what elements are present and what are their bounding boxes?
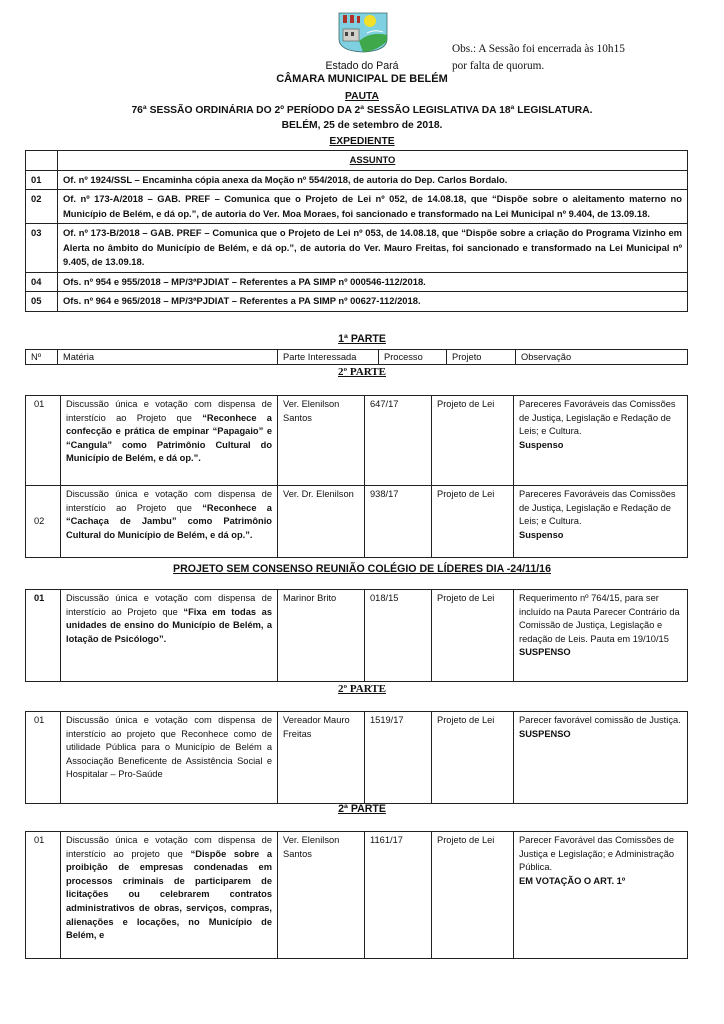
expediente-row	[26, 224, 688, 273]
item-parte: Ver. Elenilson Santos	[278, 396, 365, 486]
item-materia	[61, 590, 278, 682]
parte2b-table	[25, 711, 688, 804]
materia-text: Discussão única e votação com dispensa de interstício ao Projeto que	[66, 399, 272, 423]
col-header-num: Nº	[26, 350, 58, 365]
sem-consenso-title: PROJETO SEM CONSENSO REUNIÃO COLÉGIO DE LÍDERES DIA -24/11/16	[173, 563, 551, 575]
agenda-header-row	[26, 350, 688, 365]
item-observacao	[514, 396, 688, 486]
col-header-observacao: Observação	[516, 350, 688, 365]
agenda-row	[26, 590, 688, 682]
parte1-title: 1ª PARTE	[338, 333, 386, 345]
col-header-materia: Matéria	[58, 350, 278, 365]
session-note-line2: por falta de quorum.	[452, 60, 545, 72]
item-parte: Ver. Elenilson Santos	[278, 832, 365, 959]
item-processo: 018/15	[365, 590, 432, 682]
item-subject: Of. nº 173-B/2018 – GAB. PREF – Comunica que o Projeto de Lei nº 053, de 14.08.18, que “Dispõe sobre a criação do Programa Vizinho em Alerta no âmbito do Município de Belém, e dá op.”, de autoria do Ver. Mauro Freitas, foi sancionado e transformado na Lei Municipal nº 9.405, de 13.09.18.	[58, 224, 688, 273]
item-parte: Marinor Brito	[278, 590, 365, 682]
status-badge: Suspenso	[519, 529, 564, 540]
col-header-projeto: Projeto	[447, 350, 516, 365]
expediente-row	[26, 292, 688, 312]
expediente-row	[26, 272, 688, 292]
pauta-title: PAUTA	[345, 91, 379, 102]
item-number: 01	[26, 832, 61, 959]
status-badge: EM VOTAÇÃO O ART. 1º	[519, 875, 626, 886]
expediente-title: EXPEDIENTE	[329, 136, 395, 147]
item-observacao	[514, 486, 688, 558]
agenda-row	[26, 486, 688, 558]
item-number: 01	[26, 396, 61, 486]
agenda-row	[26, 832, 688, 959]
num-header-cell	[26, 151, 58, 171]
col-header-parte: Parte Interessada	[278, 350, 379, 365]
status-badge: Suspenso	[519, 439, 564, 450]
parte2b-title: 2º PARTE	[338, 683, 386, 695]
item-materia	[61, 712, 278, 804]
item-processo: 1519/17	[365, 712, 432, 804]
materia-text: Discussão única e votação com dispensa de interstício ao Projeto que	[66, 489, 272, 513]
materia-bold-text: “Fixa em todas as unidades de ensino do Município de Belém, a lotação de Psicólogo”.	[66, 606, 272, 644]
observacao-text: Parecer Favorável das Comissões de Justiça e Legislação; e Administração Pública.	[519, 835, 675, 873]
item-number: 05	[26, 292, 58, 312]
materia-text: Discussão única e votação com dispensa de interstício ao projeto que Reconhece como de utilidade Pública para o Município de Belém a Associação Beneficente de Assistência Social e Hospitalar – Pro-Saúde	[66, 715, 272, 780]
observacao-text: Parecer favorável comissão de Justiça.	[519, 715, 681, 725]
expediente-row	[26, 190, 688, 224]
parte2a-table	[25, 395, 688, 558]
item-parte: Ver. Dr. Elenilson	[278, 486, 365, 558]
item-observacao	[514, 590, 688, 682]
item-number: 02	[26, 190, 58, 224]
parte2c-title: 2ª PARTE	[338, 803, 386, 815]
agenda-row	[26, 712, 688, 804]
materia-text: Discussão única e votação com dispensa de interstício ao Projeto que	[66, 593, 272, 617]
item-number: 02	[26, 486, 61, 558]
item-projeto: Projeto de Lei	[432, 486, 514, 558]
expediente-row	[26, 170, 688, 190]
item-materia	[61, 486, 278, 558]
item-number: 01	[26, 712, 61, 804]
agenda-header-table	[25, 349, 688, 365]
session-note-line1: Obs.: A Sessão foi encerrada às 10h15	[452, 43, 625, 55]
item-parte: Vereador Mauro Freitas	[278, 712, 365, 804]
expediente-header-row	[26, 151, 688, 171]
item-projeto: Projeto de Lei	[432, 832, 514, 959]
item-processo: 938/17	[365, 486, 432, 558]
item-materia	[61, 396, 278, 486]
chamber-title: CÂMARA MUNICIPAL DE BELÉM	[276, 73, 448, 85]
observacao-text: Requerimento nº 764/15, para ser incluído na Pauta Parecer Contrário da Comissão de Justiça, Legislação e redação de Leis. Pauta em 19/10/15	[519, 593, 680, 644]
item-projeto: Projeto de Lei	[432, 396, 514, 486]
state-label: Estado do Pará	[325, 60, 399, 72]
materia-bold-text: “Dispõe sobre a proibição de empresas condenadas em processos criminais de participarem de licitações ou celebrarem contratos administrativos de obras, serviços, compras, alienações e locações, no Município de Belém, e	[66, 848, 272, 941]
expediente-table	[25, 150, 688, 312]
item-materia	[61, 832, 278, 959]
observacao-text: Pareceres Favoráveis das Comissões de Justiça, Legislação e Redação de Leis; e Cultura.	[519, 399, 676, 437]
parte2a-title: 2º PARTE	[338, 366, 386, 378]
coat-of-arms-icon	[337, 11, 389, 53]
item-number: 03	[26, 224, 58, 273]
item-subject: Ofs. nº 964 e 965/2018 – MP/3ªPJDIAT – Referentes a PA SIMP nº 00627-112/2018.	[58, 292, 688, 312]
materia-bold-text: “Reconhece a confecção e prática de empinar “Papagaio” e “Cangula” como Patrimônio Cultural do Município de Belém, e dá op.”.	[66, 412, 272, 464]
status-badge: SUSPENSO	[519, 647, 571, 658]
item-subject: Ofs. nº 954 e 955/2018 – MP/3ªPJDIAT – Referentes a PA SIMP nº 000546-112/2018.	[58, 272, 688, 292]
item-projeto: Projeto de Lei	[432, 590, 514, 682]
item-projeto: Projeto de Lei	[432, 712, 514, 804]
observacao-text: Pareceres Favoráveis das Comissões de Justiça, Legislação e Redação de Leis; e Cultura.	[519, 489, 676, 527]
agenda-row	[26, 396, 688, 486]
session-date: BELÉM, 25 de setembro de 2018.	[281, 120, 443, 131]
item-observacao	[514, 712, 688, 804]
item-observacao	[514, 832, 688, 959]
item-subject: Of. nº 173-A/2018 – GAB. PREF – Comunica que o Projeto de Lei nº 052, de 14.08.18, que “Dispõe sobre o aleitamento materno no Município de Belém, e dá op.”, de autoria do Ver. Moa Moraes, foi sancionado e transformado na Lei Municipal nº 9.404, de 13.09.18.	[58, 190, 688, 224]
session-title: 76ª SESSÃO ORDINÁRIA DO 2º PERÍODO DA 2ª SESSÃO LEGISLATIVA DA 18ª LEGISLATURA.	[131, 105, 593, 116]
item-processo: 647/17	[365, 396, 432, 486]
item-number: 04	[26, 272, 58, 292]
item-subject: Of. nº 1924/SSL – Encaminha cópia anexa da Moção nº 554/2018, de autoria do Dep. Carlos Bordalo.	[58, 170, 688, 190]
materia-bold-text: “Reconhece a “Cachaça de Jambu” como Patrimônio Cultural do Município de Belém, e dá op.”.	[66, 502, 272, 540]
sem-consenso-table	[25, 589, 688, 682]
parte2c-table	[25, 831, 688, 959]
item-number: 01	[26, 590, 61, 682]
status-badge: SUSPENSO	[519, 728, 571, 739]
item-processo: 1161/17	[365, 832, 432, 959]
item-number: 01	[26, 170, 58, 190]
assunto-header: ASSUNTO	[58, 151, 688, 171]
materia-text: Discussão única e votação com dispensa de interstício ao projeto que	[66, 835, 272, 859]
col-header-processo: Processo	[379, 350, 447, 365]
